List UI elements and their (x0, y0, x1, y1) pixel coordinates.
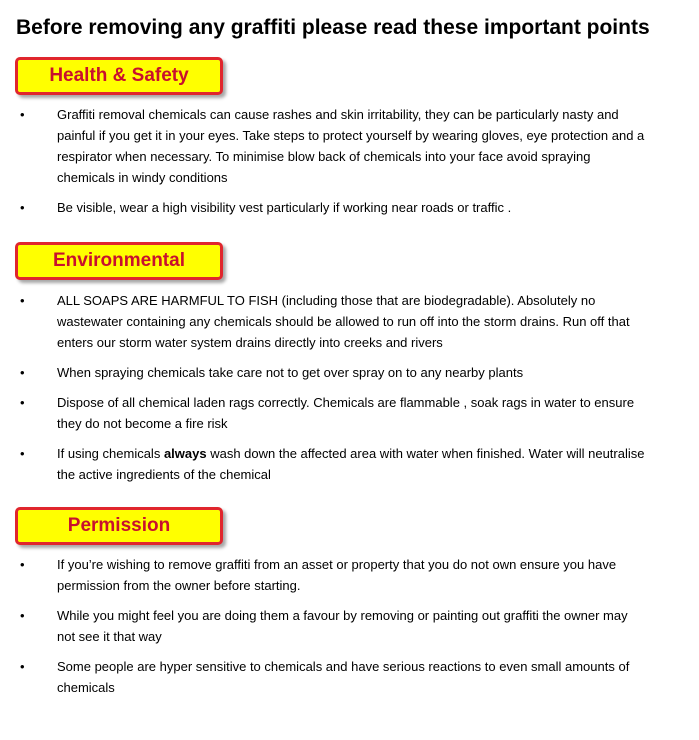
list-item (0, 605, 647, 647)
bullet-icon: • (20, 293, 25, 308)
list-item (0, 392, 647, 434)
bullet-icon: • (20, 395, 25, 410)
bullet-icon: • (20, 659, 25, 674)
list-item-text: Be visible, wear a high visibility vest particularly if working near roads or traffic . (57, 200, 512, 215)
bullet-icon: • (20, 107, 25, 122)
list-item (0, 290, 647, 353)
list-item (0, 197, 647, 218)
list-item-text: If you’re wishing to remove graffiti from an asset or property that you do not own ensure you have permission from the owner before starting. (57, 557, 617, 593)
bullet-icon: • (20, 200, 25, 215)
bullet-list (0, 104, 699, 218)
list-item-text-after: wash down the affected area with water when finished. Water will neutralise the active ingredients of the chemical (57, 446, 645, 482)
bullet-icon: • (20, 446, 25, 461)
list-item-text: ALL SOAPS ARE HARMFUL TO FISH (including those that are biodegradable). Absolutely no wastewater containing any chemicals should be allowed to run off into the storm drains. Run off that enters our storm water system drains directly into creeks and rivers (57, 293, 630, 350)
list-item (0, 362, 647, 383)
section-heading-health-safety: Health & Safety (15, 57, 223, 95)
list-item (0, 554, 647, 596)
list-item-text: While you might feel you are doing them a favour by removing or painting out graffiti the owner may not see it that way (57, 608, 628, 644)
list-item-text: Graffiti removal chemicals can cause rashes and skin irritability, they can be particularly nasty and painful if you get it in your eyes. Take steps to protect yourself by wearing gloves, eye protection and a respirator when necessary. To minimise blow back of chemicals into your face avoid spraying chemicals in windy conditions (57, 107, 645, 185)
section-heading-permission: Permission (15, 507, 223, 545)
bullet-icon: • (20, 557, 25, 572)
list-item-text-bold: always (163, 446, 207, 461)
list-item-text: Some people are hyper sensitive to chemicals and have serious reactions to even small amounts of chemicals (57, 659, 630, 695)
bullet-list (0, 554, 699, 698)
bullet-icon: • (20, 365, 25, 380)
list-item (0, 656, 647, 698)
bullet-list (0, 290, 699, 485)
list-item-text-before: If using chemicals (57, 446, 164, 461)
list-item (0, 104, 647, 188)
list-item (0, 443, 647, 485)
page-title: Before removing any graffiti please read these important points (16, 16, 650, 39)
list-item-text: When spraying chemicals take care not to get over spray on to any nearby plants (57, 365, 524, 380)
bullet-icon: • (20, 608, 25, 623)
section-heading-environmental: Environmental (15, 242, 223, 280)
list-item-text: Dispose of all chemical laden rags correctly. Chemicals are flammable , soak rags in water to ensure they do not become a fire risk (57, 395, 635, 431)
